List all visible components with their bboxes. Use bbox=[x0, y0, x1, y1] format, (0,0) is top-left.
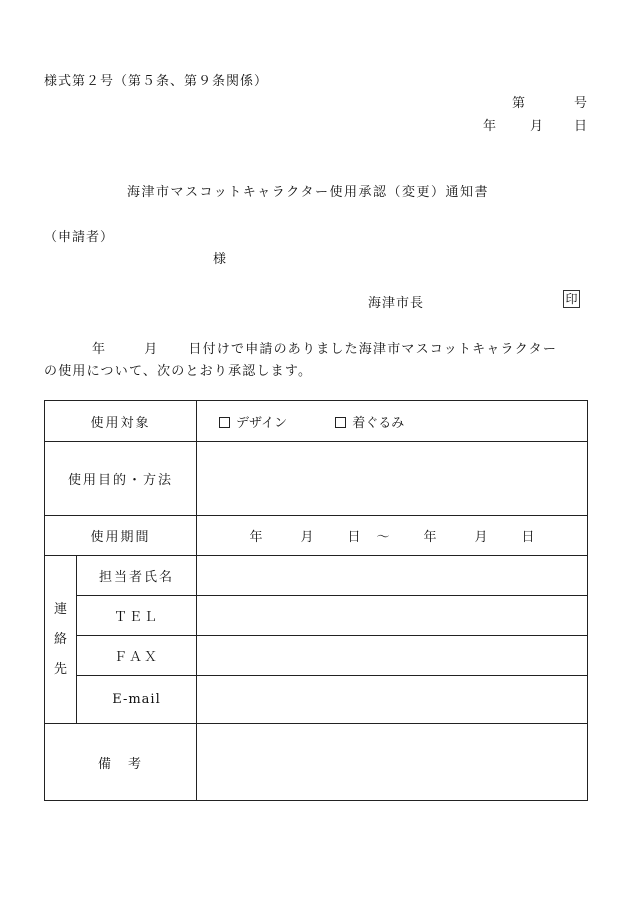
usage-table bbox=[44, 400, 588, 801]
costume-option-label: 着ぐるみ bbox=[352, 415, 405, 431]
issuer-name: 海津市長 bbox=[368, 296, 425, 311]
contact-char-1: 連 bbox=[53, 601, 67, 617]
email-value[interactable] bbox=[197, 676, 588, 724]
remarks-value[interactable] bbox=[197, 724, 588, 801]
contact-group-label bbox=[45, 556, 77, 724]
seal-stamp: 印 bbox=[563, 290, 580, 308]
body-month: 月 bbox=[144, 342, 159, 357]
date-day: 日 bbox=[574, 119, 588, 134]
form-number: 様式第２号（第５条、第９条関係） bbox=[44, 74, 269, 89]
purpose-label: 使用目的・方法 bbox=[45, 442, 197, 516]
table-row-tel bbox=[45, 596, 588, 636]
contact-person-label: 担当者氏名 bbox=[77, 556, 197, 596]
contact-person-value[interactable] bbox=[197, 556, 588, 596]
table-row-target bbox=[45, 401, 588, 442]
fax-label: ＦＡＸ bbox=[77, 636, 197, 676]
tel-value[interactable] bbox=[197, 596, 588, 636]
period-end-day: 日 bbox=[521, 530, 535, 545]
period-tilde: ～ bbox=[376, 530, 390, 545]
period-end-month: 月 bbox=[474, 530, 488, 545]
period-start-day: 日 bbox=[347, 530, 361, 545]
target-label: 使用対象 bbox=[45, 401, 197, 442]
applicant-honorific: 様 bbox=[213, 252, 227, 267]
period-start-month: 月 bbox=[300, 530, 314, 545]
document-title: 海津市マスコットキャラクター使用承認（変更）通知書 bbox=[127, 185, 489, 200]
period-value[interactable] bbox=[197, 516, 588, 556]
table-row-purpose bbox=[45, 442, 588, 516]
table-row-remarks bbox=[45, 724, 588, 801]
table-row-fax bbox=[45, 636, 588, 676]
body-text-line1 bbox=[92, 338, 557, 357]
body-line1-rest: 日付けで申請のありました海津市マスコットキャラクター bbox=[188, 342, 558, 357]
tel-label: ＴＥＬ bbox=[77, 596, 197, 636]
contact-char-3: 先 bbox=[53, 661, 67, 677]
table-row-email bbox=[45, 676, 588, 724]
applicant-label: （申請者） bbox=[44, 230, 115, 245]
purpose-value[interactable] bbox=[197, 442, 588, 516]
doc-number-suffix: 号 bbox=[574, 96, 588, 111]
contact-char-2: 絡 bbox=[53, 631, 67, 647]
period-label: 使用期間 bbox=[45, 516, 197, 556]
date-month: 月 bbox=[530, 119, 544, 134]
design-checkbox[interactable] bbox=[219, 417, 230, 428]
remarks-label: 備 考 bbox=[45, 724, 197, 801]
email-label: E-mail bbox=[77, 676, 197, 724]
period-end-year: 年 bbox=[423, 530, 437, 545]
target-options bbox=[197, 401, 588, 442]
design-option-label: デザイン bbox=[236, 415, 288, 431]
body-text-line2: の使用について、次のとおり承認します。 bbox=[44, 364, 313, 379]
table-row-period bbox=[45, 516, 588, 556]
table-row-contact-person bbox=[45, 556, 588, 596]
date-year: 年 bbox=[483, 119, 497, 134]
doc-number-prefix: 第 bbox=[512, 96, 526, 111]
body-year: 年 bbox=[92, 342, 107, 357]
period-start-year: 年 bbox=[249, 530, 263, 545]
costume-checkbox[interactable] bbox=[335, 417, 346, 428]
fax-value[interactable] bbox=[197, 636, 588, 676]
